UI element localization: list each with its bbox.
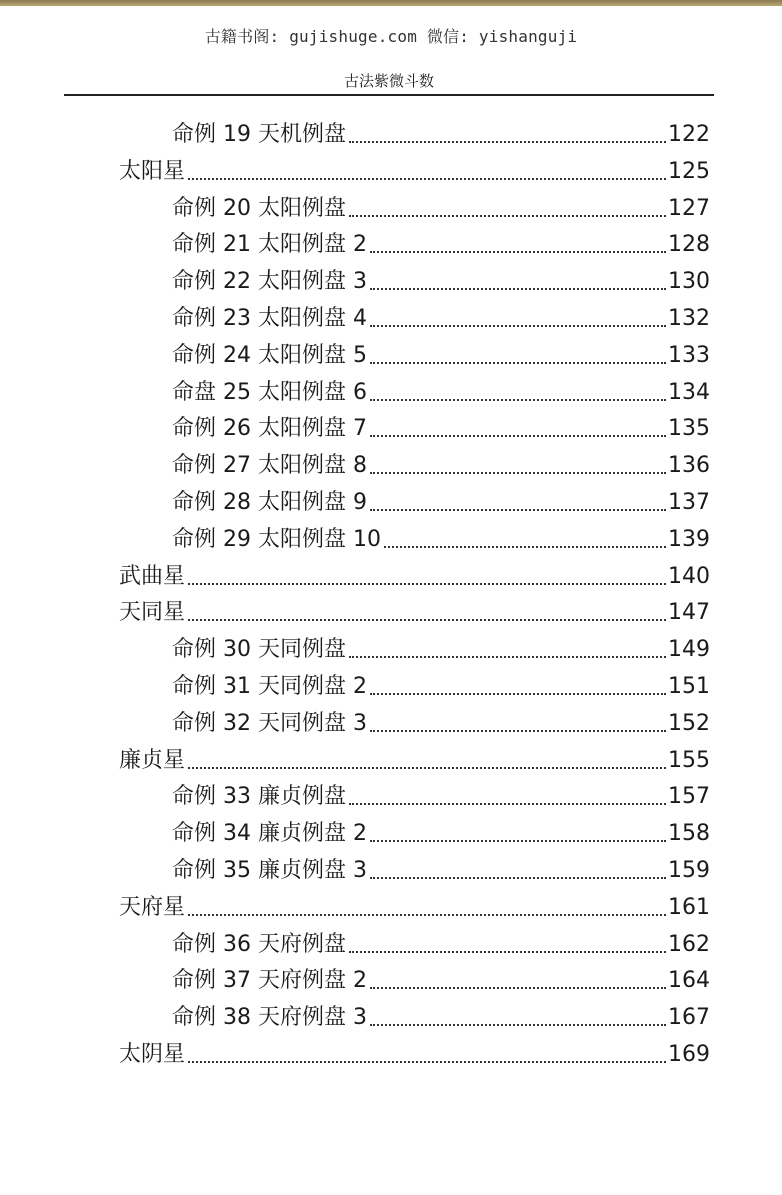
- toc-subentry[interactable]: [172, 813, 710, 849]
- toc-subentry[interactable]: [172, 482, 710, 518]
- dot-leader: [370, 840, 666, 842]
- toc-page-number: 155: [668, 747, 710, 773]
- toc-entry-title: 命例 19 天机例盘: [172, 122, 346, 147]
- dot-leader: [370, 251, 666, 253]
- dot-leader: [188, 1061, 666, 1063]
- toc-subentry[interactable]: [172, 335, 710, 371]
- toc-entry-title: 命例 34 廉贞例盘 2: [172, 821, 367, 847]
- toc-entry-title: 天府星: [119, 894, 186, 920]
- toc-subentry[interactable]: [172, 114, 710, 150]
- toc-page-number: 128: [668, 232, 710, 258]
- dot-leader: [349, 656, 666, 658]
- toc-section-entry[interactable]: [119, 1034, 710, 1070]
- dot-leader: [370, 987, 666, 989]
- toc-page-number: 125: [668, 158, 710, 184]
- toc-page-number: 157: [668, 784, 710, 810]
- toc-subentry[interactable]: [172, 408, 710, 444]
- toc-page-number: 169: [668, 1042, 710, 1067]
- toc-page-number: 127: [668, 195, 710, 221]
- dot-leader: [370, 325, 666, 327]
- dot-leader: [370, 877, 666, 879]
- toc-entry-title: 命例 26 太阳例盘 7: [172, 416, 367, 442]
- toc-page-number: 135: [668, 416, 710, 442]
- toc-entry-title: 命例 35 廉贞例盘 3: [172, 858, 367, 883]
- toc-page-number: 122: [668, 122, 710, 147]
- dot-leader: [370, 1024, 666, 1026]
- toc-entry-title: 命例 21 太阳例盘 2: [172, 232, 367, 258]
- toc-entry-title: 命例 23 太阳例盘 4: [172, 306, 367, 331]
- dot-leader: [370, 362, 666, 364]
- toc-subentry[interactable]: [172, 629, 710, 665]
- dot-leader: [370, 509, 666, 511]
- dot-leader: [188, 914, 666, 916]
- toc-page-number: 139: [668, 526, 710, 552]
- toc-entry-title: 命例 37 天府例盘 2: [172, 968, 367, 994]
- toc-subentry[interactable]: [172, 445, 710, 481]
- toc-page-number: 130: [668, 269, 710, 295]
- toc-entry-title: 太阳星: [119, 158, 186, 184]
- toc-subentry[interactable]: [172, 298, 710, 334]
- toc-entry-title: 命例 32 天同例盘 3: [172, 710, 367, 736]
- toc-page-number: 161: [668, 894, 710, 920]
- toc-entry-title: 命例 24 太阳例盘 5: [172, 342, 367, 368]
- toc-subentry[interactable]: [172, 188, 710, 224]
- toc-entry-title: 命例 28 太阳例盘 9: [172, 490, 367, 515]
- toc-entry-title: 命例 33 廉贞例盘: [172, 784, 346, 810]
- toc-page-number: 134: [668, 379, 710, 405]
- dot-leader: [370, 288, 666, 290]
- watermark-text: 古籍书阁: gujishuge.com 微信: yishanguji: [204, 27, 578, 46]
- toc-section-entry[interactable]: [119, 592, 710, 628]
- toc-page-number: 149: [668, 637, 710, 663]
- dot-leader: [370, 435, 666, 437]
- running-header: 古法紫微斗数: [343, 72, 434, 90]
- toc-subentry[interactable]: [172, 666, 710, 702]
- toc-page-number: 140: [668, 563, 710, 589]
- dot-leader: [188, 178, 666, 180]
- toc-page-number: 147: [668, 600, 710, 626]
- toc-page-number: 152: [668, 710, 710, 736]
- toc-entry-title: 命例 27 太阳例盘 8: [172, 453, 367, 479]
- dot-leader: [349, 951, 666, 953]
- toc-entry-title: 天同星: [119, 600, 186, 626]
- toc-subentry[interactable]: [172, 519, 710, 555]
- toc-section-entry[interactable]: [119, 151, 710, 187]
- toc-subentry[interactable]: [172, 997, 710, 1033]
- toc-entry-title: 太阴星: [119, 1042, 186, 1067]
- toc-page-number: 158: [668, 821, 710, 847]
- toc-entry-title: 武曲星: [119, 563, 186, 589]
- dot-leader: [188, 767, 666, 769]
- toc-entry-title: 命例 30 天同例盘: [172, 637, 346, 663]
- toc-section-entry[interactable]: [119, 740, 710, 776]
- toc-subentry[interactable]: [172, 372, 710, 408]
- header-rule: [64, 94, 714, 96]
- toc-page-number: 151: [668, 674, 710, 699]
- dot-leader: [370, 693, 666, 695]
- toc-entry-title: 命例 38 天府例盘 3: [172, 1005, 367, 1031]
- toc-page-number: 162: [668, 931, 710, 957]
- toc-entry-title: 命例 31 天同例盘 2: [172, 674, 367, 699]
- toc-entry-title: 命例 36 天府例盘: [172, 931, 346, 957]
- toc-entry-title: 命例 29 太阳例盘 10: [172, 526, 381, 552]
- toc-subentry[interactable]: [172, 776, 710, 812]
- toc-entry-title: 廉贞星: [119, 747, 186, 773]
- toc-subentry[interactable]: [172, 703, 710, 739]
- toc-page-number: 137: [668, 490, 710, 515]
- toc-page-number: 164: [668, 968, 710, 994]
- dot-leader: [349, 215, 666, 217]
- toc-page-number: 167: [668, 1005, 710, 1031]
- dot-leader: [370, 472, 666, 474]
- toc-page-number: 136: [668, 453, 710, 479]
- dot-leader: [370, 730, 666, 732]
- toc-entry-title: 命例 22 太阳例盘 3: [172, 269, 367, 295]
- toc-subentry[interactable]: [172, 960, 710, 996]
- toc-subentry[interactable]: [172, 924, 710, 960]
- dot-leader: [349, 803, 666, 805]
- toc-section-entry[interactable]: [119, 556, 710, 592]
- dot-leader: [349, 141, 666, 143]
- top-border-bar: [0, 0, 782, 6]
- toc-entry-title: 命盘 25 太阳例盘 6: [172, 379, 367, 405]
- toc-subentry[interactable]: [172, 224, 710, 260]
- dot-leader: [188, 619, 666, 621]
- toc-page-number: 159: [668, 858, 710, 883]
- toc-section-entry[interactable]: [119, 887, 710, 923]
- dot-leader: [370, 399, 666, 401]
- toc-subentry[interactable]: [172, 261, 710, 297]
- dot-leader: [188, 583, 666, 585]
- toc-entry-title: 命例 20 太阳例盘: [172, 195, 346, 221]
- toc-subentry[interactable]: [172, 850, 710, 886]
- toc-page-number: 133: [668, 342, 710, 368]
- toc-page-number: 132: [668, 306, 710, 331]
- dot-leader: [384, 546, 666, 548]
